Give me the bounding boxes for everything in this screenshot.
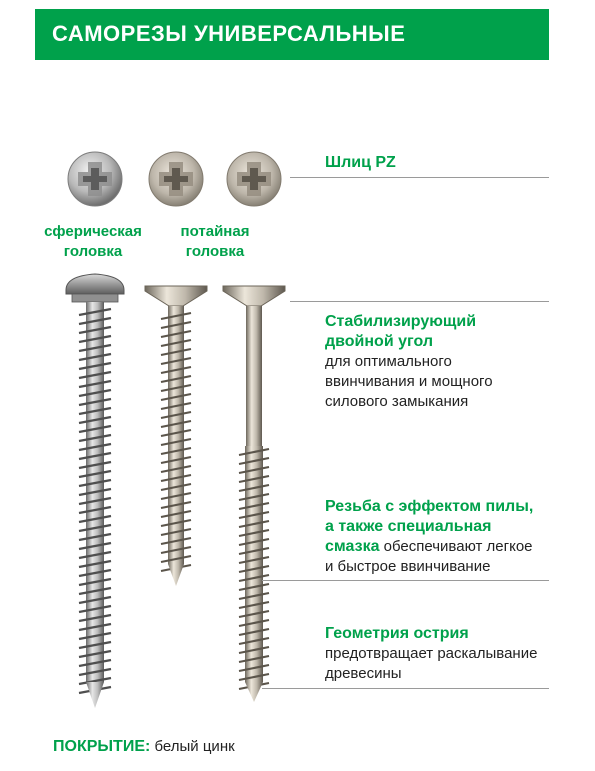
feature-thread-desc-l3: обеспечивают легкое bbox=[379, 538, 533, 555]
coating-label: ПОКРЫТИЕ: bbox=[53, 738, 151, 755]
feature-tip-title: Геометрия острия bbox=[325, 625, 469, 642]
coating-value: белый цинк bbox=[150, 738, 235, 755]
feature-thread-desc-l4: и быстрое ввинчивание bbox=[325, 558, 491, 575]
feature-tip bbox=[325, 624, 537, 684]
feature-thread bbox=[325, 497, 533, 577]
divider-slot bbox=[290, 177, 549, 178]
feature-angle-title-l1: Стабилизирующий bbox=[325, 313, 477, 330]
pz-head-countersunk-2-icon bbox=[227, 152, 281, 206]
feature-angle-desc-l1: для оптимального bbox=[325, 353, 452, 370]
feature-angle-title-l2: двойной угол bbox=[325, 333, 433, 350]
feature-angle-desc-l3: силового замыкания bbox=[325, 393, 469, 410]
divider-thread bbox=[262, 580, 549, 581]
countersunk-head-label bbox=[160, 222, 270, 262]
feature-tip-desc-l1: предотвращает раскалывание bbox=[325, 645, 538, 662]
feature-angle bbox=[325, 312, 493, 412]
divider-angle bbox=[290, 301, 549, 302]
spherical-head-label-l1: сферическая bbox=[44, 223, 142, 240]
screw-spherical-icon bbox=[66, 274, 124, 708]
feature-thread-title-l2: а также специальная bbox=[325, 518, 492, 535]
countersunk-head-label-l1: потайная bbox=[180, 223, 250, 240]
screw-countersunk-short-icon bbox=[145, 286, 207, 586]
feature-angle-desc-l2: ввинчивания и мощного bbox=[325, 373, 493, 390]
pz-head-countersunk-1-icon bbox=[149, 152, 203, 206]
countersunk-head-label-l2: головка bbox=[185, 243, 245, 260]
spherical-head-label bbox=[28, 222, 158, 262]
slot-label: Шлиц PZ bbox=[325, 154, 396, 171]
pz-head-spherical-icon bbox=[68, 152, 122, 206]
page-title: САМОРЕЗЫ УНИВЕРСАЛЬНЫЕ bbox=[52, 21, 406, 46]
divider-tip bbox=[262, 688, 549, 689]
screw-countersunk-long-icon bbox=[223, 286, 285, 702]
feature-thread-title-l1: Резьба с эффектом пилы, bbox=[325, 498, 534, 515]
feature-tip-desc-l2: древесины bbox=[325, 665, 402, 682]
feature-thread-line3 bbox=[325, 537, 533, 557]
coating-line bbox=[53, 737, 235, 757]
spherical-head-label-l2: головка bbox=[63, 243, 123, 260]
feature-thread-title-l3: смазка bbox=[325, 538, 380, 555]
